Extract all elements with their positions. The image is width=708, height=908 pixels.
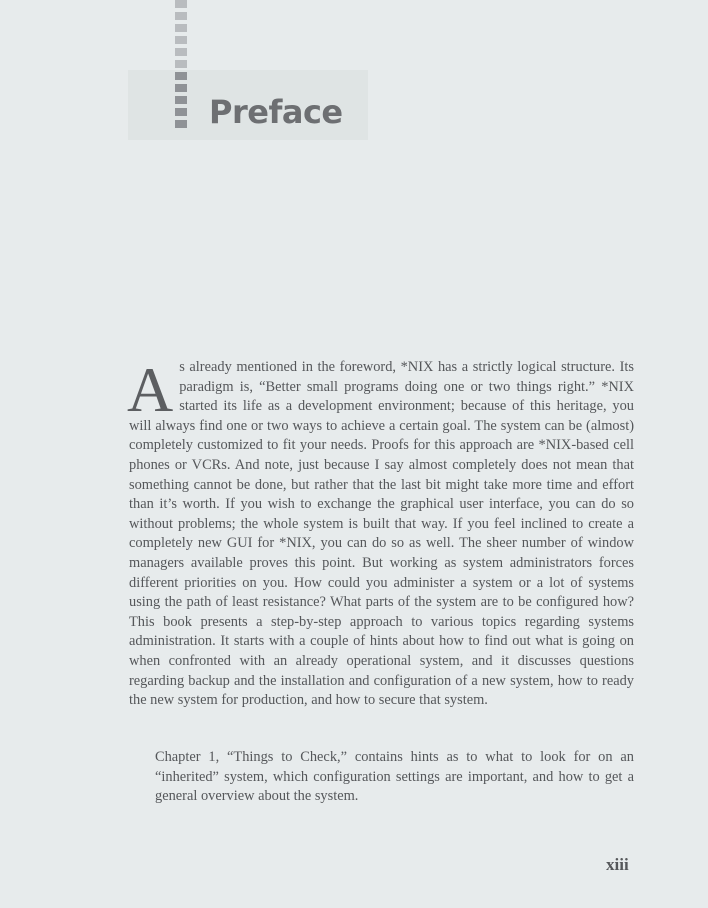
intro-paragraph (127, 354, 634, 711)
page-number: xiii (606, 855, 629, 874)
intro-paragraph-text: s already mentioned in the foreword, *NIX has a strictly logical structure. Its paradigm is, “Better small programs doing one or two things right.” *NIX started its life as a development environment; because of this heritage, you will always find one or two ways to achieve a certain goal. The system can be (almost) completely customized to fit your needs. Proofs for this approach are *NIX-based cell phones or VCRs. And note, just because I say almost completely does not mean that something cannot be done, but rather that the last bit might take more time and effort than it’s worth. If you wish to exchange the graphical user interface, you can do so without problems; the whole system is built that way. If you feel inclined to create a completely new GUI for *NIX, you can do so as well. The sheer number of window managers available proves this point. But working as system administrators forces different priorities on you. How could you administer a system or a lot of systems using the path of least resistance? What parts of the system are to be configured how? This book presents a step-by-step approach to various topics regarding systems administration. It starts with a couple of hints about how to find out what is going on when confronted with an already operational system, and it discusses questions regarding backup and the installation and configuration of a new system, how to ready the new system for production, and how to secure that system. (129, 359, 634, 709)
decorative-dotted-bar (175, 0, 187, 130)
chapter-summary-paragraph: Chapter 1, “Things to Check,” contains hints as to what to look for on an “inherited” system, which configuration settings are important, and how to get a general overview about the system. (155, 749, 634, 805)
chapter-title: Preface (209, 93, 343, 131)
drop-cap: A (127, 354, 174, 425)
